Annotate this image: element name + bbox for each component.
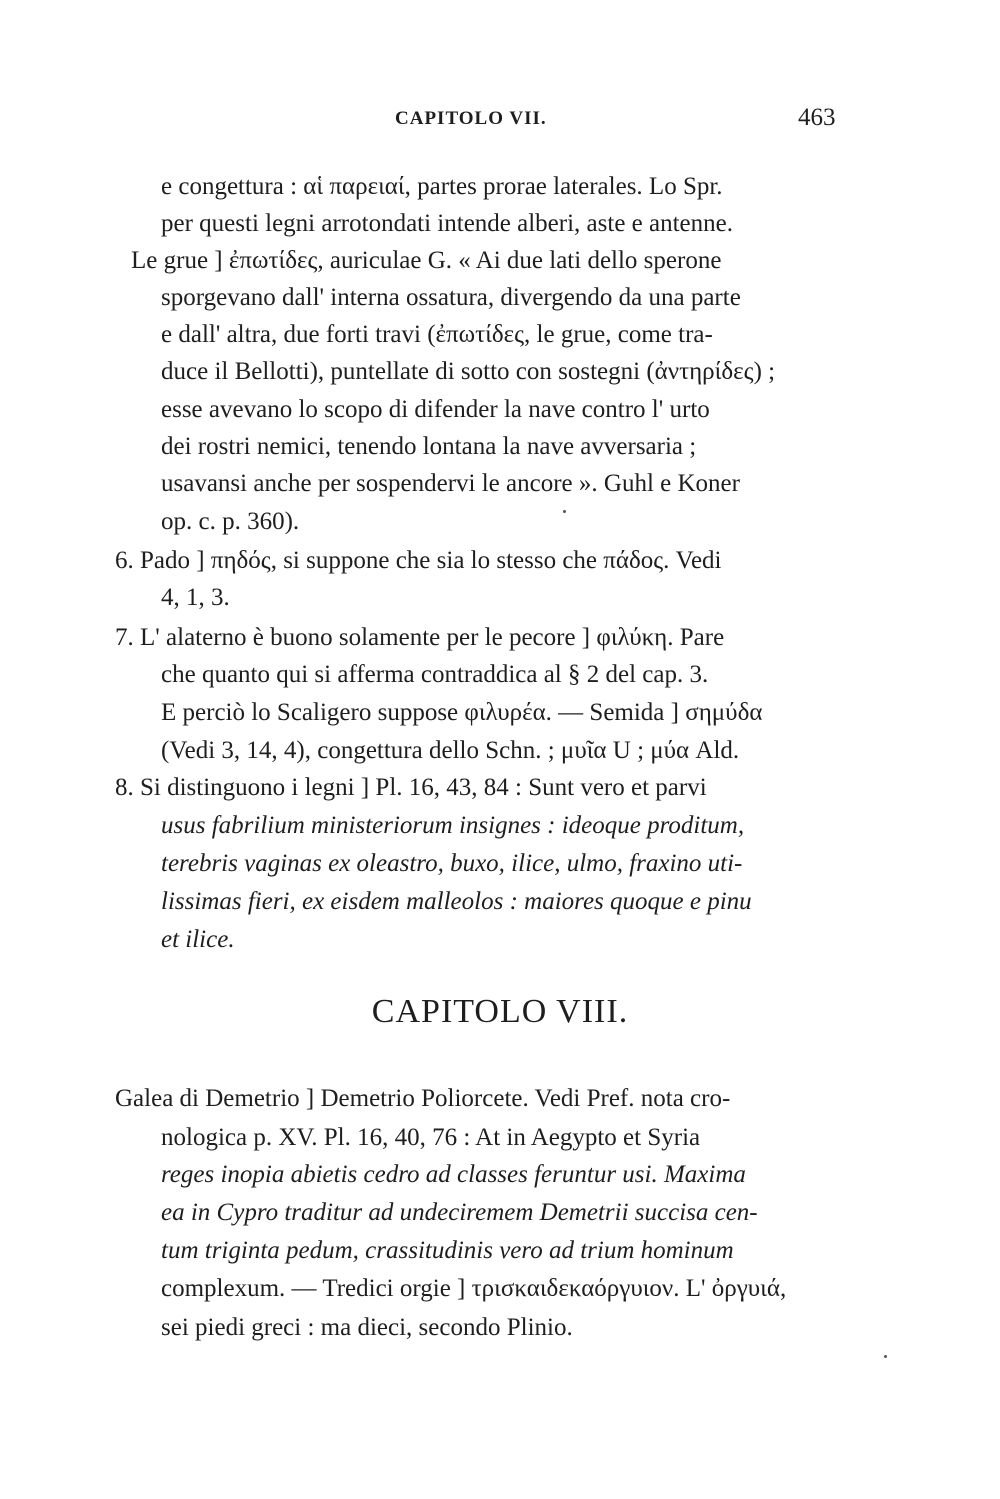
text-line: Galea di Demetrio ] Demetrio Poliorcete. Vedi Pref. nota cro-	[115, 1085, 731, 1112]
text-line: tum triginta pedum, crassitudinis vero ad trium hominum	[161, 1237, 734, 1264]
text-line: sei piedi greci : ma dieci, secondo Plinio.	[161, 1314, 573, 1341]
text-line: 4, 1, 3.	[161, 584, 230, 611]
text-line: 8. Si distinguono i legni ] Pl. 16, 43, 84 : Sunt vero et parvi	[115, 774, 707, 801]
text-line: terebris vaginas ex oleastro, buxo, ilice, ulmo, fraxino uti-	[161, 850, 743, 877]
running-head: CAPITOLO VII.	[395, 108, 547, 129]
text-line: e dall' altra, due forti travi (ἐπωτίδες, le grue, come tra-	[161, 321, 713, 348]
text-line: Le grue ] ἐπωτίδες, auriculae G. « Ai due lati dello sperone	[131, 247, 722, 274]
print-speck	[563, 510, 566, 513]
text-line: et ilice.	[161, 926, 235, 953]
text-line: sporgevano dall' interna ossatura, divergendo da una parte	[161, 284, 741, 311]
print-speck	[884, 1355, 887, 1358]
text-line: ea in Cypro traditur ad undeciremem Demetrii succisa cen-	[161, 1199, 758, 1226]
text-line: complexum. — Tredici orgie ] τρισκαιδεκαόργυιον. L' ὀργυιά,	[161, 1275, 787, 1302]
text-line: e congettura : αἱ παρειαί, partes prorae laterales. Lo Spr.	[161, 173, 723, 200]
text-line: nologica p. XV. Pl. 16, 40, 76 : At in Aegypto et Syria	[161, 1124, 701, 1151]
text-line: per questi legni arrotondati intende alberi, aste e antenne.	[161, 210, 733, 237]
page-number: 463	[798, 104, 836, 131]
text-line: 7. L' alaterno è buono solamente per le pecore ] φιλύκη. Pare	[115, 624, 725, 651]
text-line: dei rostri nemici, tenendo lontana la nave avversaria ;	[161, 433, 697, 460]
chapter-title: CAPITOLO VIII.	[371, 993, 629, 1030]
text-line: (Vedi 3, 14, 4), congettura dello Schn. ; μυῖα U ; μύα Ald.	[161, 737, 740, 764]
text-line: reges inopia abietis cedro ad classes feruntur usi. Maxima	[161, 1161, 746, 1188]
text-line: usus fabrilium ministeriorum insignes : ideoque proditum,	[161, 812, 745, 839]
text-line: esse avevano lo scopo di difender la nave contro l' urto	[161, 396, 710, 423]
text-line: op. c. p. 360).	[161, 508, 300, 535]
text-line: duce il Bellotti), puntellate di sotto con sostegni (ἀντηρίδες) ;	[161, 358, 776, 385]
text-line: usavansi anche per sospendervi le ancore ». Guhl e Koner	[161, 470, 740, 497]
text-line: E perciò lo Scaligero suppose φιλυρέα. — Semida ] σημύδα	[161, 699, 763, 726]
text-line: che quanto qui si afferma contraddica al § 2 del cap. 3.	[161, 661, 709, 688]
text-line: lissimas fieri, ex eisdem malleolos : maiores quoque e pinu	[161, 888, 752, 915]
text-line: 6. Pado ] πηδός, si suppone che sia lo stesso che πάδος. Vedi	[115, 547, 722, 574]
